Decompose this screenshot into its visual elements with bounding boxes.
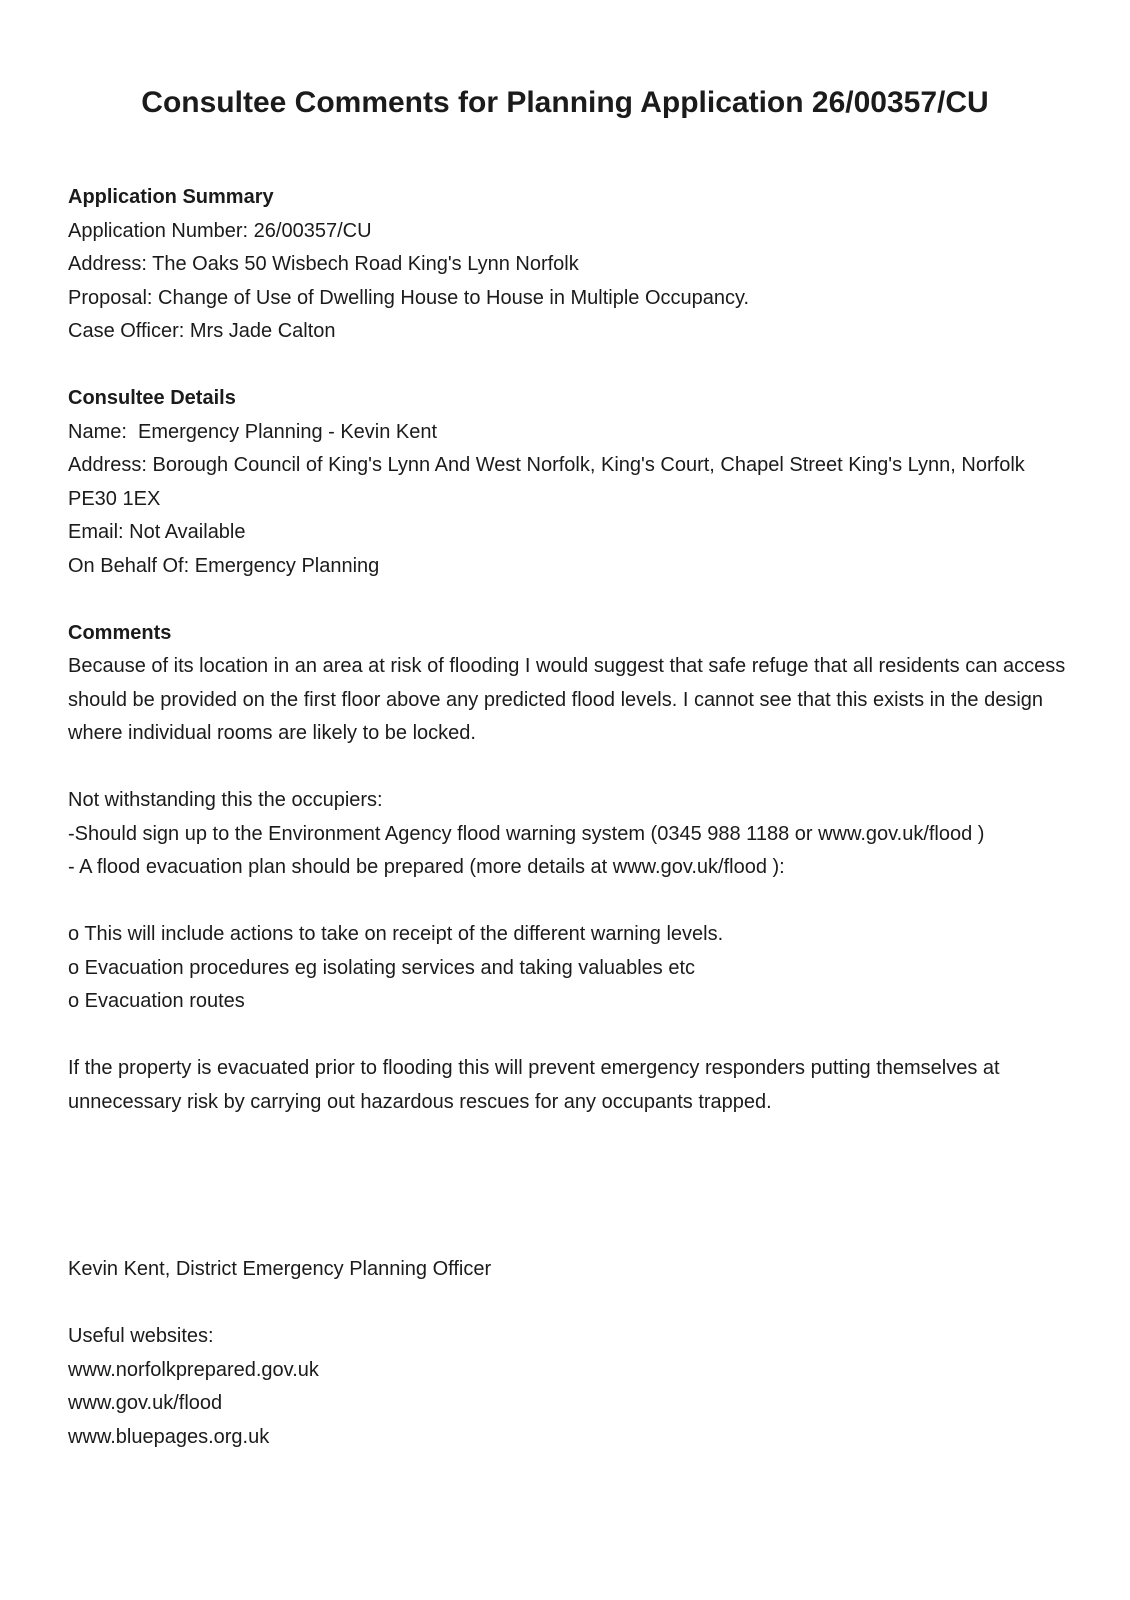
useful-websites-heading: Useful websites: xyxy=(68,1325,214,1347)
document-title: Consultee Comments for Planning Application 26/00357/CU xyxy=(141,86,989,119)
comments-section xyxy=(68,617,1071,1455)
comments-text: Because of its location in an area at risk of flooding I would suggest that safe refuge that all residents can access should be provided on the first floor above any predicted flood levels. I cannot see that this exists in the design where individual rooms are likely to be locked. xyxy=(68,655,1071,744)
consultee-details-heading: Consultee Details xyxy=(68,387,236,409)
bullet-evacuation-plan-line: - A flood evacuation plan should be prepared (more details at www.gov.uk/flood ): xyxy=(68,856,785,878)
comments-occupiers-block xyxy=(68,784,1068,885)
consultee-on-behalf-of-line: On Behalf Of: Emergency Planning xyxy=(68,554,380,577)
comments-text: If the property is evacuated prior to flooding this will prevent emergency responders putting themselves at unnecessary risk by carrying out hazardous rescues for any occupants trapped. xyxy=(68,1057,1006,1113)
comments-paragraph-evacuated-prior xyxy=(68,1052,1068,1119)
website-bluepages: www.bluepages.org.uk xyxy=(68,1425,270,1448)
case-officer-line: Case Officer: Mrs Jade Calton xyxy=(68,320,336,342)
consultee-details-section xyxy=(68,382,1068,583)
application-summary-heading: Application Summary xyxy=(68,186,274,208)
consultee-address-line: Address: Borough Council of King's Lynn And West Norfolk, King's Court, Chapel Street King's Lynn, Norfolk PE30 1EX xyxy=(68,454,1031,510)
application-address-line: Address: The Oaks 50 Wisbech Road King's Lynn Norfolk xyxy=(68,253,579,275)
comments-sub-bullets-block xyxy=(68,918,1068,1019)
signature-block xyxy=(68,1253,1068,1287)
signature-line: Kevin Kent, District Emergency Planning Officer xyxy=(68,1258,492,1280)
bullet-flood-warning-line: -Should sign up to the Environment Agency flood warning system (0345 988 1188 or www.gov.uk/flood ) xyxy=(68,822,985,845)
sub-bullet-procedures-line: o Evacuation procedures eg isolating services and taking valuables etc xyxy=(68,956,696,979)
consultee-email-line: Email: Not Available xyxy=(68,521,246,543)
application-number-line: Application Number: 26/00357/CU xyxy=(68,219,372,242)
sub-bullet-routes-line: o Evacuation routes xyxy=(68,990,245,1012)
sub-bullet-warning-levels-line: o This will include actions to take on receipt of the different warning levels. xyxy=(68,923,724,945)
occupiers-intro-line: Not withstanding this the occupiers: xyxy=(68,789,383,811)
comments-heading: Comments xyxy=(68,621,172,644)
application-proposal-line: Proposal: Change of Use of Dwelling House to House in Multiple Occupancy. xyxy=(68,286,750,309)
useful-websites-block xyxy=(68,1320,1068,1454)
website-gov-uk-flood: www.gov.uk/flood xyxy=(68,1392,223,1414)
website-norfolkprepared: www.norfolkprepared.gov.uk xyxy=(68,1358,319,1381)
application-summary-section xyxy=(68,181,1068,349)
consultee-name-line: Name: Emergency Planning - Kevin Kent xyxy=(68,420,438,443)
document-body xyxy=(0,181,1130,1454)
comments-paragraph-flood-refuge xyxy=(68,650,1071,751)
